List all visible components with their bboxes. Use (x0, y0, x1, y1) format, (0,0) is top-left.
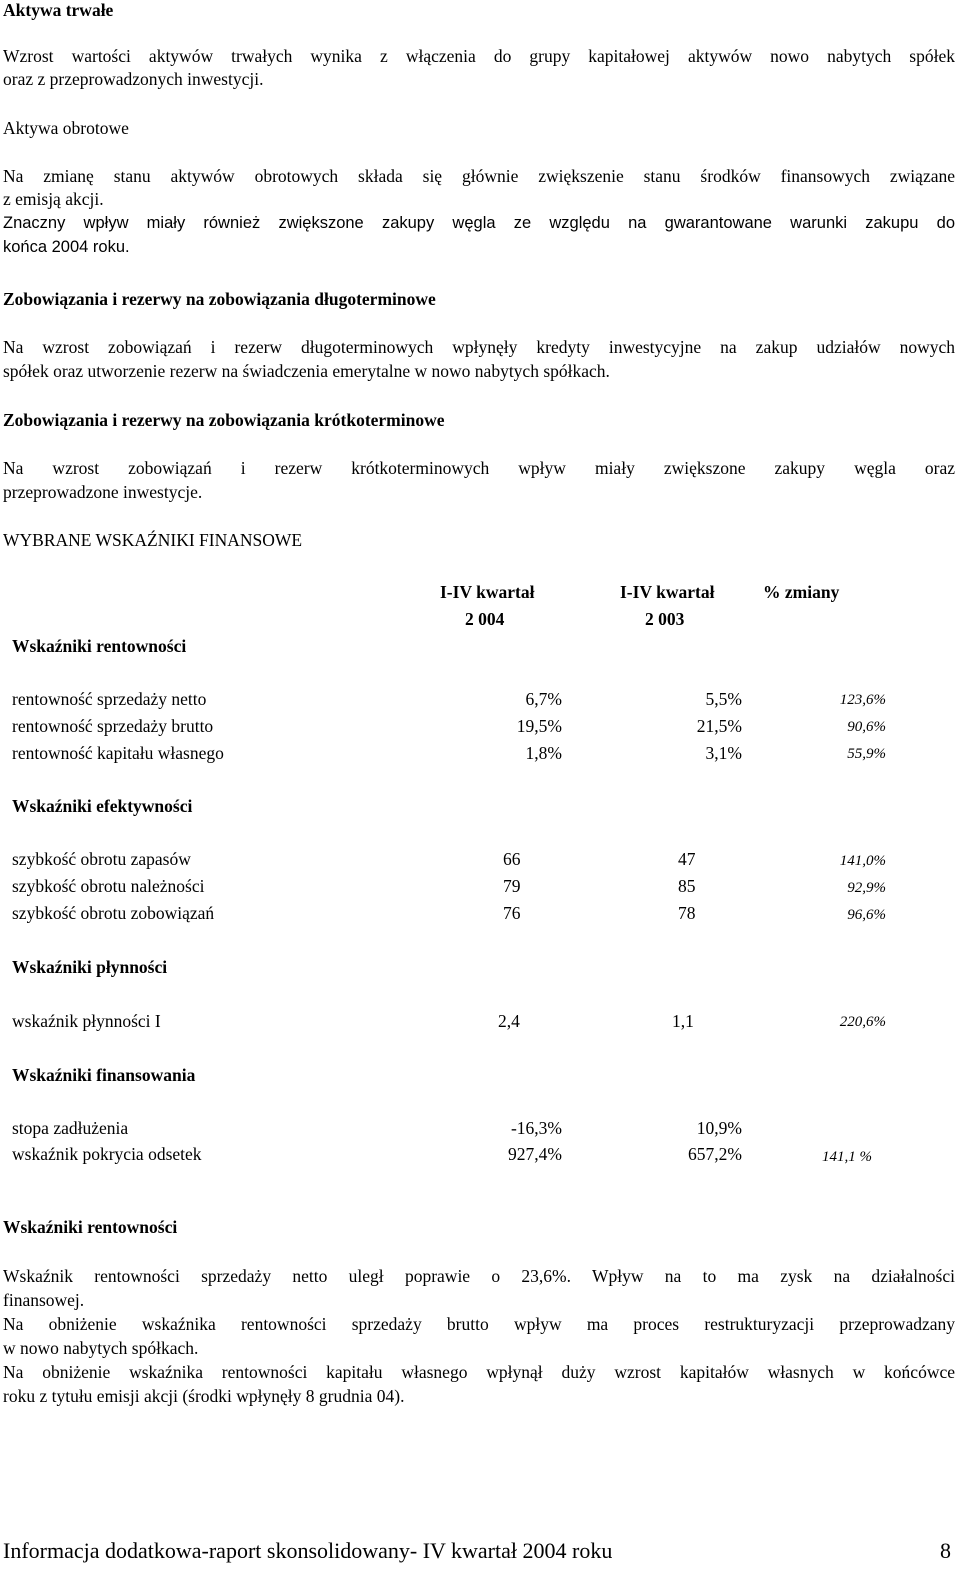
current-assets-text-line-3: Znaczny wpływ miały również zwiększone zakupy węgla ze względu na gwarantowane warunki zakupu do (3, 214, 955, 232)
ratio-row-label: szybkość obrotu zapasów (12, 849, 191, 869)
column-header-change: % zmiany (763, 582, 840, 602)
ratio-row-change: 123,6% (839, 692, 886, 708)
ratio-row-change: 55,9% (847, 746, 886, 762)
long-term-text-line-2: spółek oraz utworzenie rezerw na świadczenia emerytalne w nowo nabytych spółkach. (3, 361, 610, 381)
commentary-p1-line-1: Wskaźnik rentowności sprzedaży netto uległ poprawie o 23,6%. Wpływ na to ma zysk na działalności (3, 1266, 955, 1286)
ratio-row-value-2003: 1,1 (672, 1011, 694, 1031)
ratio-row-change: 220,6% (839, 1014, 886, 1030)
ratio-row-label: szybkość obrotu zobowiązań (12, 903, 215, 923)
column-header-2004-line-2: 2 004 (465, 609, 505, 629)
ratio-row-value-2003: 21,5% (696, 716, 742, 736)
ratio-row-label: szybkość obrotu należności (12, 876, 205, 896)
ratio-row-change: 96,6% (847, 907, 886, 923)
ratio-row-change: 141,1 % (822, 1149, 872, 1165)
long-term-text-line-1: Na wzrost zobowiązań i rezerw długoterminowych wpłynęły kredyty inwestycyjne na zakup udziałów nowych (3, 337, 955, 357)
ratio-row-label: rentowność sprzedaży netto (12, 689, 207, 709)
ratio-row-value-2004: 19,5% (516, 716, 562, 736)
ratio-row-value-2004: 6,7% (525, 689, 562, 709)
group-title-financing: Wskaźniki finansowania (12, 1065, 196, 1085)
column-header-2004-line-1: I-IV kwartał (440, 582, 535, 602)
ratio-row-value-2004: 79 (503, 876, 521, 896)
fixed-assets-text-line-1: Wzrost wartości aktywów trwałych wynika z włączenia do grupy kapitałowej aktywów nowo nabytych spółek (3, 46, 955, 66)
column-header-2003-line-1: I-IV kwartał (620, 582, 715, 602)
page-footer: Informacja dodatkowa-raport skonsolidowany- IV kwartał 2004 roku (3, 1538, 613, 1563)
ratio-row-value-2003: 657,2% (688, 1144, 742, 1164)
ratio-row-label: rentowność sprzedaży brutto (12, 716, 214, 736)
short-term-text-line-2: przeprowadzone inwestycje. (3, 482, 203, 502)
group-title-liquidity: Wskaźniki płynności (12, 957, 168, 977)
ratio-row-value-2004: 2,4 (498, 1011, 520, 1031)
column-header-2003-line-2: 2 003 (645, 609, 685, 629)
ratio-row-value-2004: 66 (503, 849, 521, 869)
current-assets-text-line-1: Na zmianę stanu aktywów obrotowych składa się głównie zwiększenie stanu środków finansowych związane (3, 166, 955, 186)
ratio-row-value-2003: 5,5% (705, 689, 742, 709)
current-assets-text-line-2: z emisją akcji. (3, 189, 104, 209)
ratio-row-label: rentowność kapitału własnego (12, 743, 224, 763)
ratio-row-value-2003: 10,9% (696, 1118, 742, 1138)
commentary-p3-line-2: roku z tytułu emisji akcji (środki wpłynęły 8 grudnia 04). (3, 1386, 405, 1406)
ratio-row-value-2004: 927,4% (508, 1144, 562, 1164)
fixed-assets-text-line-2: oraz z przeprowadzonych inwestycji. (3, 69, 264, 89)
ratio-row-label: wskaźnik pokrycia odsetek (12, 1144, 202, 1164)
ratio-row-change: 141,0% (839, 853, 886, 869)
commentary-p2-line-2: w nowo nabytych spółkach. (3, 1338, 199, 1358)
short-term-text-line-1: Na wzrost zobowiązań i rezerw krótkoterminowych wpływ miały zwiększone zakupy węgla oraz (3, 458, 955, 478)
ratios-heading: WYBRANE WSKAŹNIKI FINANSOWE (3, 530, 303, 550)
page-number: 8 (940, 1538, 951, 1563)
ratio-row-label: stopa zadłużenia (12, 1118, 129, 1138)
ratio-row-value-2003: 85 (678, 876, 696, 896)
commentary-p2-line-1: Na obniżenie wskaźnika rentowności sprzedaży brutto wpływ ma proces restrukturyzacji przeprowadzany (3, 1314, 955, 1334)
group-title-profitability: Wskaźniki rentowności (12, 636, 187, 656)
ratio-row-change: 90,6% (847, 719, 886, 735)
section-title-long-term: Zobowiązania i rezerwy na zobowiązania długoterminowe (3, 289, 436, 309)
section-title-current-assets: Aktywa obrotowe (3, 118, 129, 138)
section-title-short-term: Zobowiązania i rezerwy na zobowiązania krótkoterminowe (3, 410, 445, 430)
ratio-row-label: wskaźnik płynności I (12, 1011, 161, 1031)
ratio-row-value-2003: 78 (678, 903, 696, 923)
ratio-row-change: 92,9% (847, 880, 886, 896)
commentary-p1-line-2: finansowej. (3, 1290, 85, 1310)
commentary-p3-line-1: Na obniżenie wskaźnika rentowności kapitału własnego wpłynął duży wzrost kapitałów własnych w końcówce (3, 1362, 955, 1382)
ratio-row-value-2004: 1,8% (525, 743, 562, 763)
section-title-fixed-assets: Aktywa trwałe (3, 0, 114, 20)
current-assets-text-line-4: końca 2004 roku. (3, 238, 130, 256)
ratio-row-value-2004: -16,3% (510, 1118, 562, 1138)
commentary-title: Wskaźniki rentowności (3, 1217, 178, 1237)
ratio-row-value-2004: 76 (503, 903, 521, 923)
group-title-efficiency: Wskaźniki efektywności (12, 796, 193, 816)
ratio-row-value-2003: 47 (678, 849, 696, 869)
ratio-row-value-2003: 3,1% (705, 743, 742, 763)
